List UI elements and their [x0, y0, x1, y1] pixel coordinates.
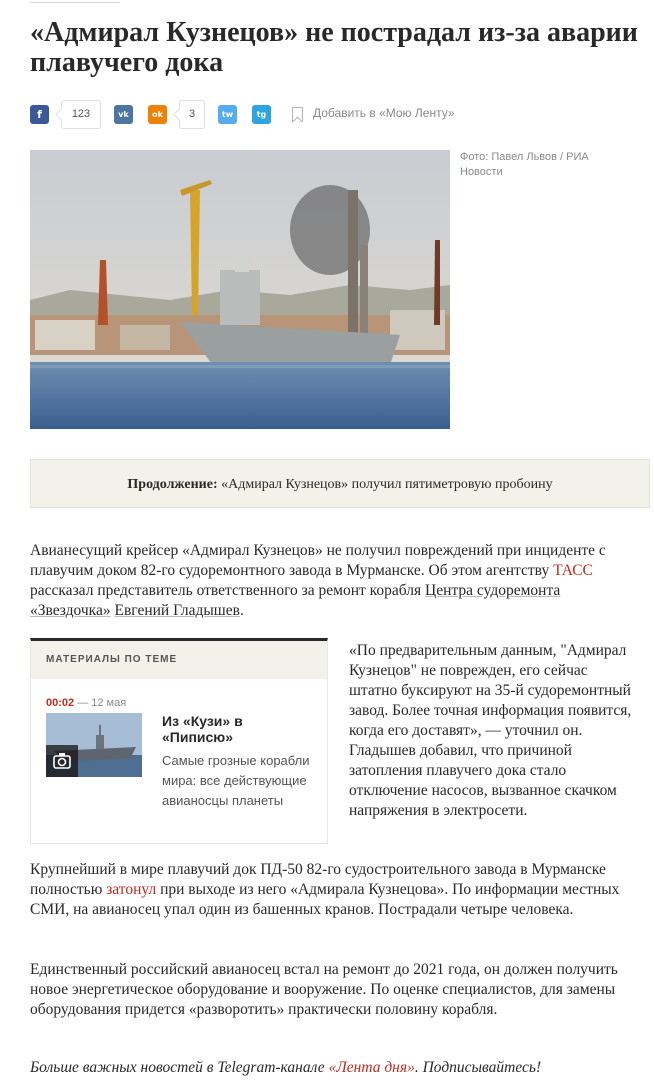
paragraph-2	[30, 860, 630, 920]
camera-icon	[46, 745, 78, 777]
related-description[interactable]: Самые грозные корабли мира: все действующие авианосцы планеты	[162, 753, 310, 808]
lenta-dnya-link[interactable]: «Лента дня»	[328, 1059, 415, 1076]
odnoklassniki-icon[interactable]: ok	[148, 105, 167, 124]
article-photo	[30, 150, 450, 429]
related-date: — 12 мая	[77, 697, 127, 709]
p2-text-a: Крупнейший в мире плавучий док ПД-50 82-го судостроительного завода в Мурманске полностью	[30, 861, 606, 898]
related-timestamp	[46, 697, 126, 709]
p1-text-f: .	[239, 602, 244, 619]
ok-share-count: 3	[179, 100, 205, 129]
add-to-my-feed-link[interactable]: Добавить в «Мою Ленту»	[313, 106, 455, 120]
paragraph-1	[30, 541, 630, 621]
continuation-banner[interactable]	[30, 459, 650, 508]
twitter-icon[interactable]: tw	[218, 105, 237, 124]
vk-icon[interactable]: vk	[114, 105, 133, 124]
p1-text-a: Авианесущий крейсер «Адмирал Кузнецов» не получил повреждений при инциденте с плавучим доком 82-го судоремонтного завода в Мурманске. Об этом агентству	[30, 542, 606, 579]
photo-caption: Фото: Павел Львов / РИА Новости	[460, 151, 589, 178]
gladyshev-link[interactable]: Евгений Гладышев	[114, 602, 240, 619]
related-heading: МАТЕРИАЛЫ ПО ТЕМЕ	[31, 641, 327, 679]
tass-link[interactable]: ТАСС	[553, 562, 593, 579]
related-materials-box	[30, 638, 328, 844]
telegram-icon[interactable]: tg	[252, 105, 271, 124]
quote-paragraph: «По предварительным данным, "Адмирал Кузнецов" не поврежден, его сейчас штатно буксируют на 35-й судоремонтный завод. Более точная информация появится, когда его доставят», — уточнил он. Гладышев добавил, что причиной затопления плавучего дока стало отключение насосов, вызванное скачком напряжения в электросети.	[349, 642, 632, 819]
zvezdochka-link[interactable]: Центра судоремонта «Звездочка»	[30, 582, 561, 619]
top-divider	[30, 0, 120, 3]
bookmark-icon[interactable]	[292, 107, 303, 122]
related-title[interactable]: Из «Кузи» в «Пиписю»	[162, 713, 243, 745]
continuation-label: Продолжение:	[127, 477, 218, 492]
p2-text-b: при выходе из него «Адмирала Кузнецова». По информации местных СМИ, на авианосец упал один из башенных кранов. Пострадали четыре человека.	[30, 881, 620, 918]
p1-text-b: рассказал представитель ответственного за ремонт корабля	[30, 582, 426, 599]
promo-text-a: Больше важных новостей в Telegram-канале	[30, 1059, 329, 1076]
related-time: 00:02	[46, 697, 75, 709]
facebook-share-count: 123	[61, 100, 101, 129]
continuation-text[interactable]: «Адмирал Кузнецов» получил пятиметровую пробоину	[221, 477, 553, 492]
aircraft-carrier-harbor-photo	[30, 150, 450, 429]
facebook-icon[interactable]: f	[30, 105, 49, 124]
sank-link[interactable]: затонул	[106, 881, 157, 898]
telegram-promo	[30, 1058, 650, 1078]
related-thumbnail[interactable]	[46, 713, 142, 777]
article-title: «Адмирал Кузнецов» не пострадал из-за аварии плавучего дока	[30, 17, 638, 78]
share-bar	[30, 100, 650, 128]
promo-text-b: . Подписывайтесь!	[414, 1059, 542, 1076]
paragraph-3: Единственный российский авианосец встал на ремонт до 2021 года, он должен получить новое энергетическое оборудование и вооружение. По оценке специалистов, для замены оборудования придется «разворотить» практически половину корабля.	[30, 961, 618, 1018]
